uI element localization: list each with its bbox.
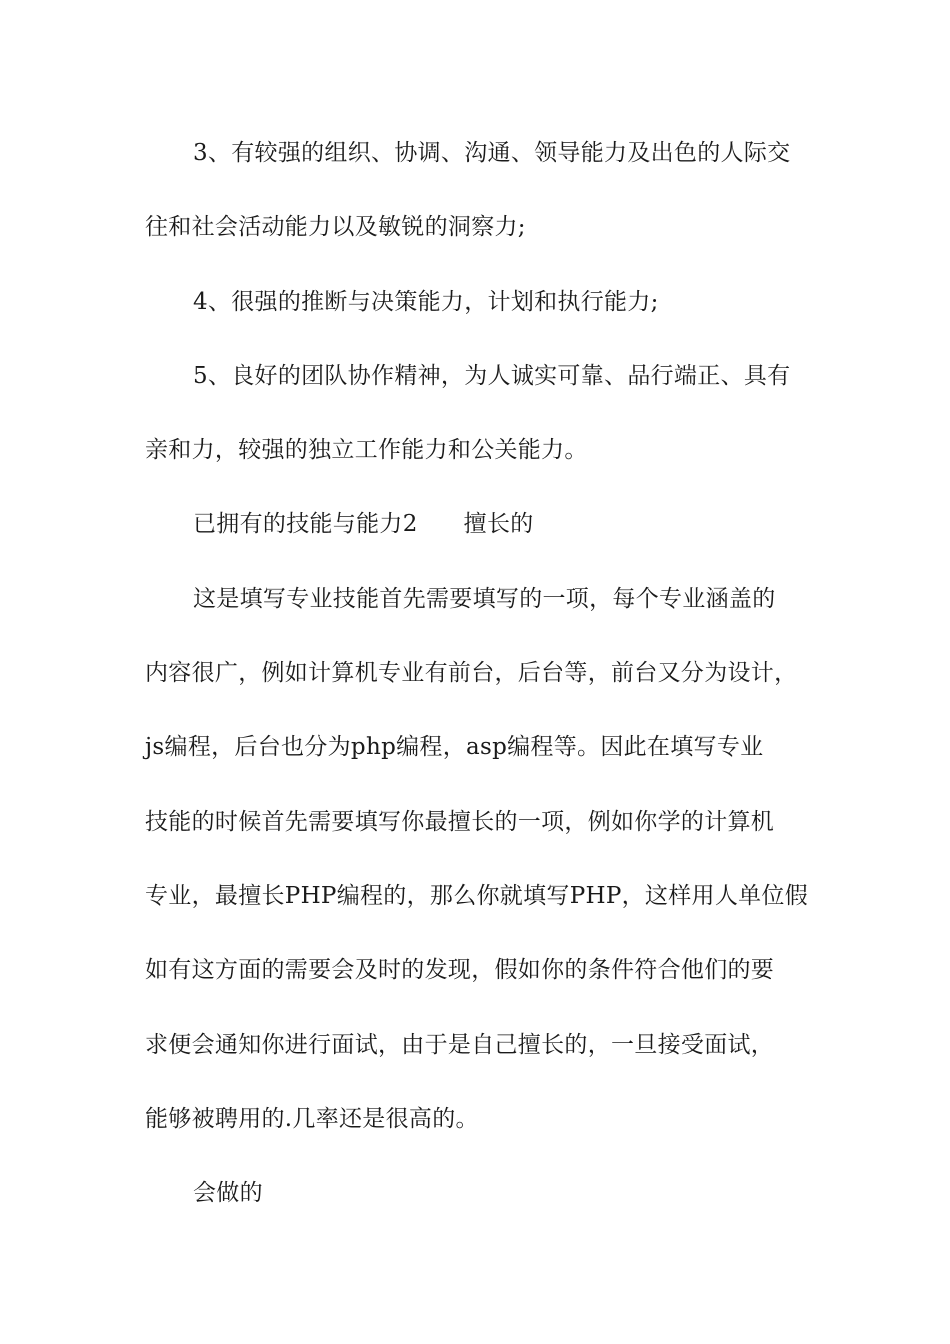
paragraph-line: js编程，后台也分为php编程，asp编程等。因此在填写专业: [145, 734, 764, 760]
paragraph-line: 内容很广，例如计算机专业有前台，后台等，前台又分为设计，: [145, 660, 798, 686]
paragraph-line: 4、很强的推断与决策能力，计划和执行能力;: [193, 289, 659, 315]
section-heading: 会做的: [193, 1180, 263, 1206]
paragraph-line: 专业，最擅长PHP编程的，那么你就填写PHP，这样用人单位假: [145, 883, 809, 909]
section-heading-right: 擅长的: [463, 511, 534, 537]
paragraph-line: 5、良好的团队协作精神，为人诚实可靠、品行端正、具有: [193, 363, 791, 389]
paragraph-line: 技能的时候首先需要填写你最擅长的一项，例如你学的计算机: [145, 809, 775, 835]
paragraph-line: 亲和力，较强的独立工作能力和公关能力。: [145, 437, 588, 463]
paragraph-line: 求便会通知你进行面试，由于是自己擅长的，一旦接受面试，: [145, 1032, 775, 1058]
paragraph-line: 能够被聘用的.几率还是很高的。: [145, 1106, 479, 1132]
paragraph-line: 3、有较强的组织、协调、沟通、领导能力及出色的人际交: [193, 140, 791, 166]
paragraph-line: 这是填写专业技能首先需要填写的一项，每个专业涵盖的: [193, 586, 776, 612]
paragraph-line: 往和社会活动能力以及敏锐的洞察力;: [145, 214, 526, 240]
section-heading-left: 已拥有的技能与能力2: [193, 511, 418, 537]
section-heading: [193, 508, 534, 540]
paragraph-line: 如有这方面的需要会及时的发现，假如你的条件符合他们的要: [145, 957, 775, 983]
